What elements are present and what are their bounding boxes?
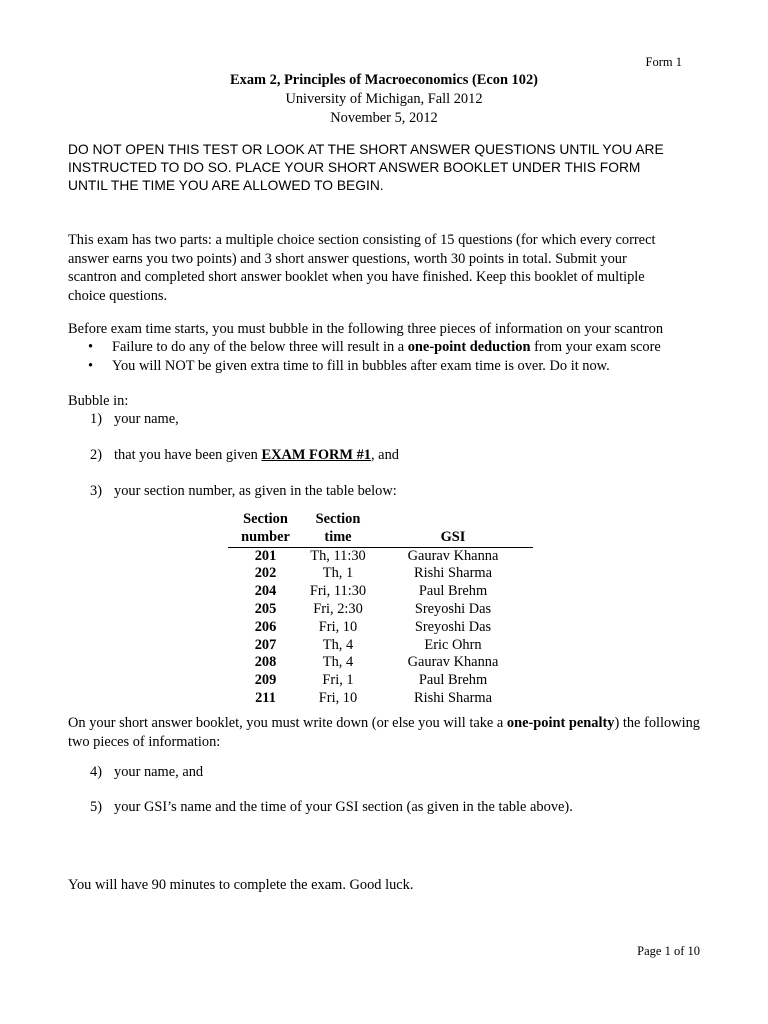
intro-line: answer earns you two points) and 3 short answer questions, worth 30 points in total. Submit your [68, 250, 627, 267]
section-cell: 208 [254, 654, 277, 671]
gsi-cell: Paul Brehm [418, 583, 488, 600]
section-cell: 204 [254, 583, 277, 600]
item-number: 4) [90, 764, 102, 780]
time-cell: Th, 1 [322, 565, 354, 582]
bullet-list [88, 338, 661, 376]
gsi-cell: Rishi Sharma [414, 565, 492, 582]
bullet-item [88, 338, 661, 357]
table-row [228, 601, 533, 619]
before-exam-text: Before exam time starts, you must bubble in the following three pieces of information on your scantron [68, 321, 664, 337]
form-label: Form 1 [645, 55, 682, 69]
section-cell: 201 [254, 547, 277, 564]
bullet-dot: • [88, 339, 94, 355]
page-number: Page 1 of 10 [637, 944, 700, 958]
time-cell: Th, 4 [322, 636, 354, 653]
gsi-cell: Rishi Sharma [414, 689, 492, 706]
warning-line: DO NOT OPEN THIS TEST OR LOOK AT THE SHORT ANSWER QUESTIONS UNTIL YOU ARE [68, 142, 664, 157]
numbered-item-4 [90, 764, 203, 781]
table-row [228, 690, 533, 708]
exam-title: Exam 2, Principles of Macroeconomics (Econ 102) [230, 72, 538, 88]
item-number: 1) [90, 411, 102, 427]
item-text: that you have been given [114, 447, 262, 463]
item-text-end: , and [370, 447, 399, 463]
gsi-cell: Sreyoshi Das [414, 618, 492, 635]
numbered-item-1 [90, 411, 179, 428]
time-cell: Th, 11:30 [310, 547, 366, 564]
bubble-in-label: Bubble in: [68, 393, 129, 409]
exam-header [0, 71, 768, 128]
gsi-cell: Eric Ohrn [424, 636, 482, 653]
item-text: your section number, as given in the table below: [114, 483, 397, 499]
header-section-number: Section number [228, 511, 303, 547]
bullet-text: You will NOT be given extra time to fill in bubbles after exam time is over. Do it now. [112, 358, 610, 374]
time-cell: Fri, 10 [318, 618, 358, 635]
table-row [228, 637, 533, 655]
header-section-time: Section time [303, 511, 373, 547]
section-cell: 211 [255, 689, 276, 706]
penalty-bold-text: one-point penalty [506, 715, 615, 731]
exam-date: November 5, 2012 [330, 110, 438, 126]
bullet-text: Failure to do any of the below three will result in a [112, 339, 408, 355]
intro-line: scantron and completed short answer booklet when you have finished. Keep this booklet of multiple [68, 269, 645, 286]
table-row [228, 565, 533, 583]
table-row [228, 654, 533, 672]
short-answer-paragraph [68, 714, 700, 752]
time-cell: Th, 4 [322, 654, 354, 671]
item-number: 5) [90, 799, 102, 815]
section-cell: 206 [254, 618, 277, 635]
item-text: your name, [114, 411, 179, 427]
table-row [228, 547, 533, 565]
gsi-cell: Paul Brehm [418, 672, 488, 689]
intro-line: This exam has two parts: a multiple choice section consisting of 15 questions (for which every correct [68, 232, 656, 248]
time-cell: Fri, 11:30 [309, 583, 367, 600]
table-row [228, 672, 533, 690]
header-gsi: GSI [373, 511, 533, 547]
item-text: your name, and [114, 764, 204, 780]
section-cell: 209 [254, 672, 277, 689]
section-cell: 207 [254, 636, 277, 653]
gsi-cell: Gaurav Khanna [407, 654, 499, 671]
section-table [228, 511, 533, 708]
time-cell: Fri, 2:30 [313, 600, 363, 617]
warning-line: UNTIL THE TIME YOU ARE ALLOWED TO BEGIN. [68, 178, 384, 193]
gsi-cell: Gaurav Khanna [407, 547, 499, 564]
exam-form-number: EXAM FORM #1 [261, 447, 371, 463]
section-cell: 202 [254, 565, 277, 582]
warning-notice [68, 141, 708, 195]
time-cell: Fri, 10 [318, 689, 358, 706]
table-row [228, 619, 533, 637]
bullet-item [88, 357, 661, 376]
bullet-dot: • [88, 358, 94, 374]
short-answer-text-end: ) the following two pieces of information: [68, 715, 701, 750]
closing-text: You will have 90 minutes to complete the exam. Good luck. [68, 877, 414, 893]
warning-line: INSTRUCTED TO DO SO. PLACE YOUR SHORT ANSWER BOOKLET UNDER THIS FORM [68, 160, 641, 175]
intro-line: choice questions. [68, 287, 168, 304]
item-number: 2) [90, 447, 102, 463]
bullet-text-end: from your exam score [530, 339, 661, 355]
numbered-item-5 [90, 799, 573, 816]
intro-paragraph [68, 231, 702, 305]
item-text: your GSI’s name and the time of your GSI section (as given in the table above). [114, 799, 573, 815]
section-cell: 205 [254, 600, 277, 617]
bullet-bold-text: one-point deduction [407, 339, 531, 355]
time-cell: Fri, 1 [322, 672, 354, 689]
gsi-cell: Sreyoshi Das [414, 600, 492, 617]
numbered-item-3 [90, 483, 397, 500]
numbered-item-2 [90, 447, 399, 464]
item-number: 3) [90, 483, 102, 499]
university-line: University of Michigan, Fall 2012 [285, 91, 483, 107]
table-row [228, 583, 533, 601]
short-answer-text: On your short answer booklet, you must write down (or else you will take a [68, 715, 507, 731]
